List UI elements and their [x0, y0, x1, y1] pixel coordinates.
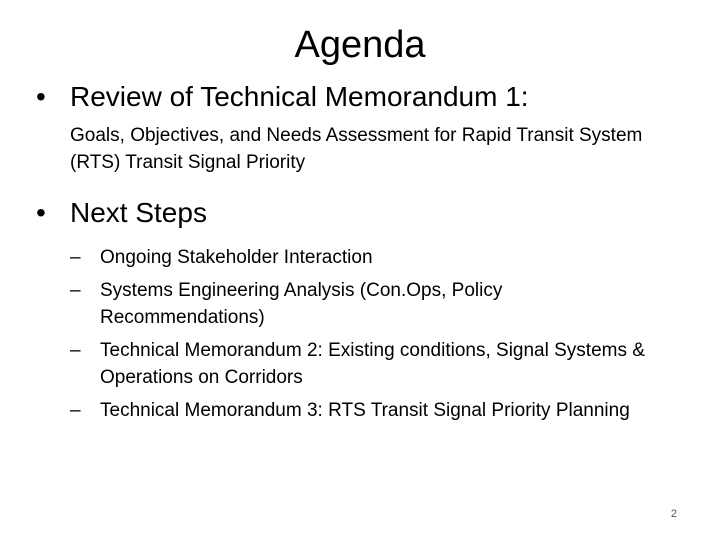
bullet-text: Review of Technical Memorandum 1: [70, 81, 529, 112]
next-steps-list [36, 244, 676, 424]
list-item-text: Ongoing Stakeholder Interaction [100, 247, 373, 268]
bullet-review-memo-1 [36, 80, 676, 114]
list-item [70, 277, 660, 331]
list-item [70, 337, 660, 391]
list-item-text: Technical Memorandum 2: Existing conditions, Signal Systems & Operations on Corridors [100, 340, 645, 388]
list-item-text: Technical Memorandum 3: RTS Transit Signal Priority Planning [100, 400, 630, 421]
bullet-text: Next Steps [70, 197, 207, 228]
slide-title: Agenda [294, 24, 426, 66]
dash-marker: – [70, 280, 81, 301]
dash-marker: – [70, 247, 81, 268]
dash-marker: – [70, 400, 81, 421]
bullet-marker: • [36, 197, 46, 228]
dash-marker: – [70, 340, 81, 361]
list-item-text: Systems Engineering Analysis (Con.Ops, Policy Recommendations) [100, 280, 503, 328]
bullet-subtext: Goals, Objectives, and Needs Assessment for Rapid Transit System (RTS) Transit Signal Priority [70, 125, 643, 173]
list-item [70, 397, 660, 424]
slide-content [36, 80, 676, 430]
bullet-marker: • [36, 81, 46, 112]
bullet-next-steps [36, 196, 676, 230]
list-item [70, 244, 660, 271]
page-number: 2 [670, 508, 677, 520]
